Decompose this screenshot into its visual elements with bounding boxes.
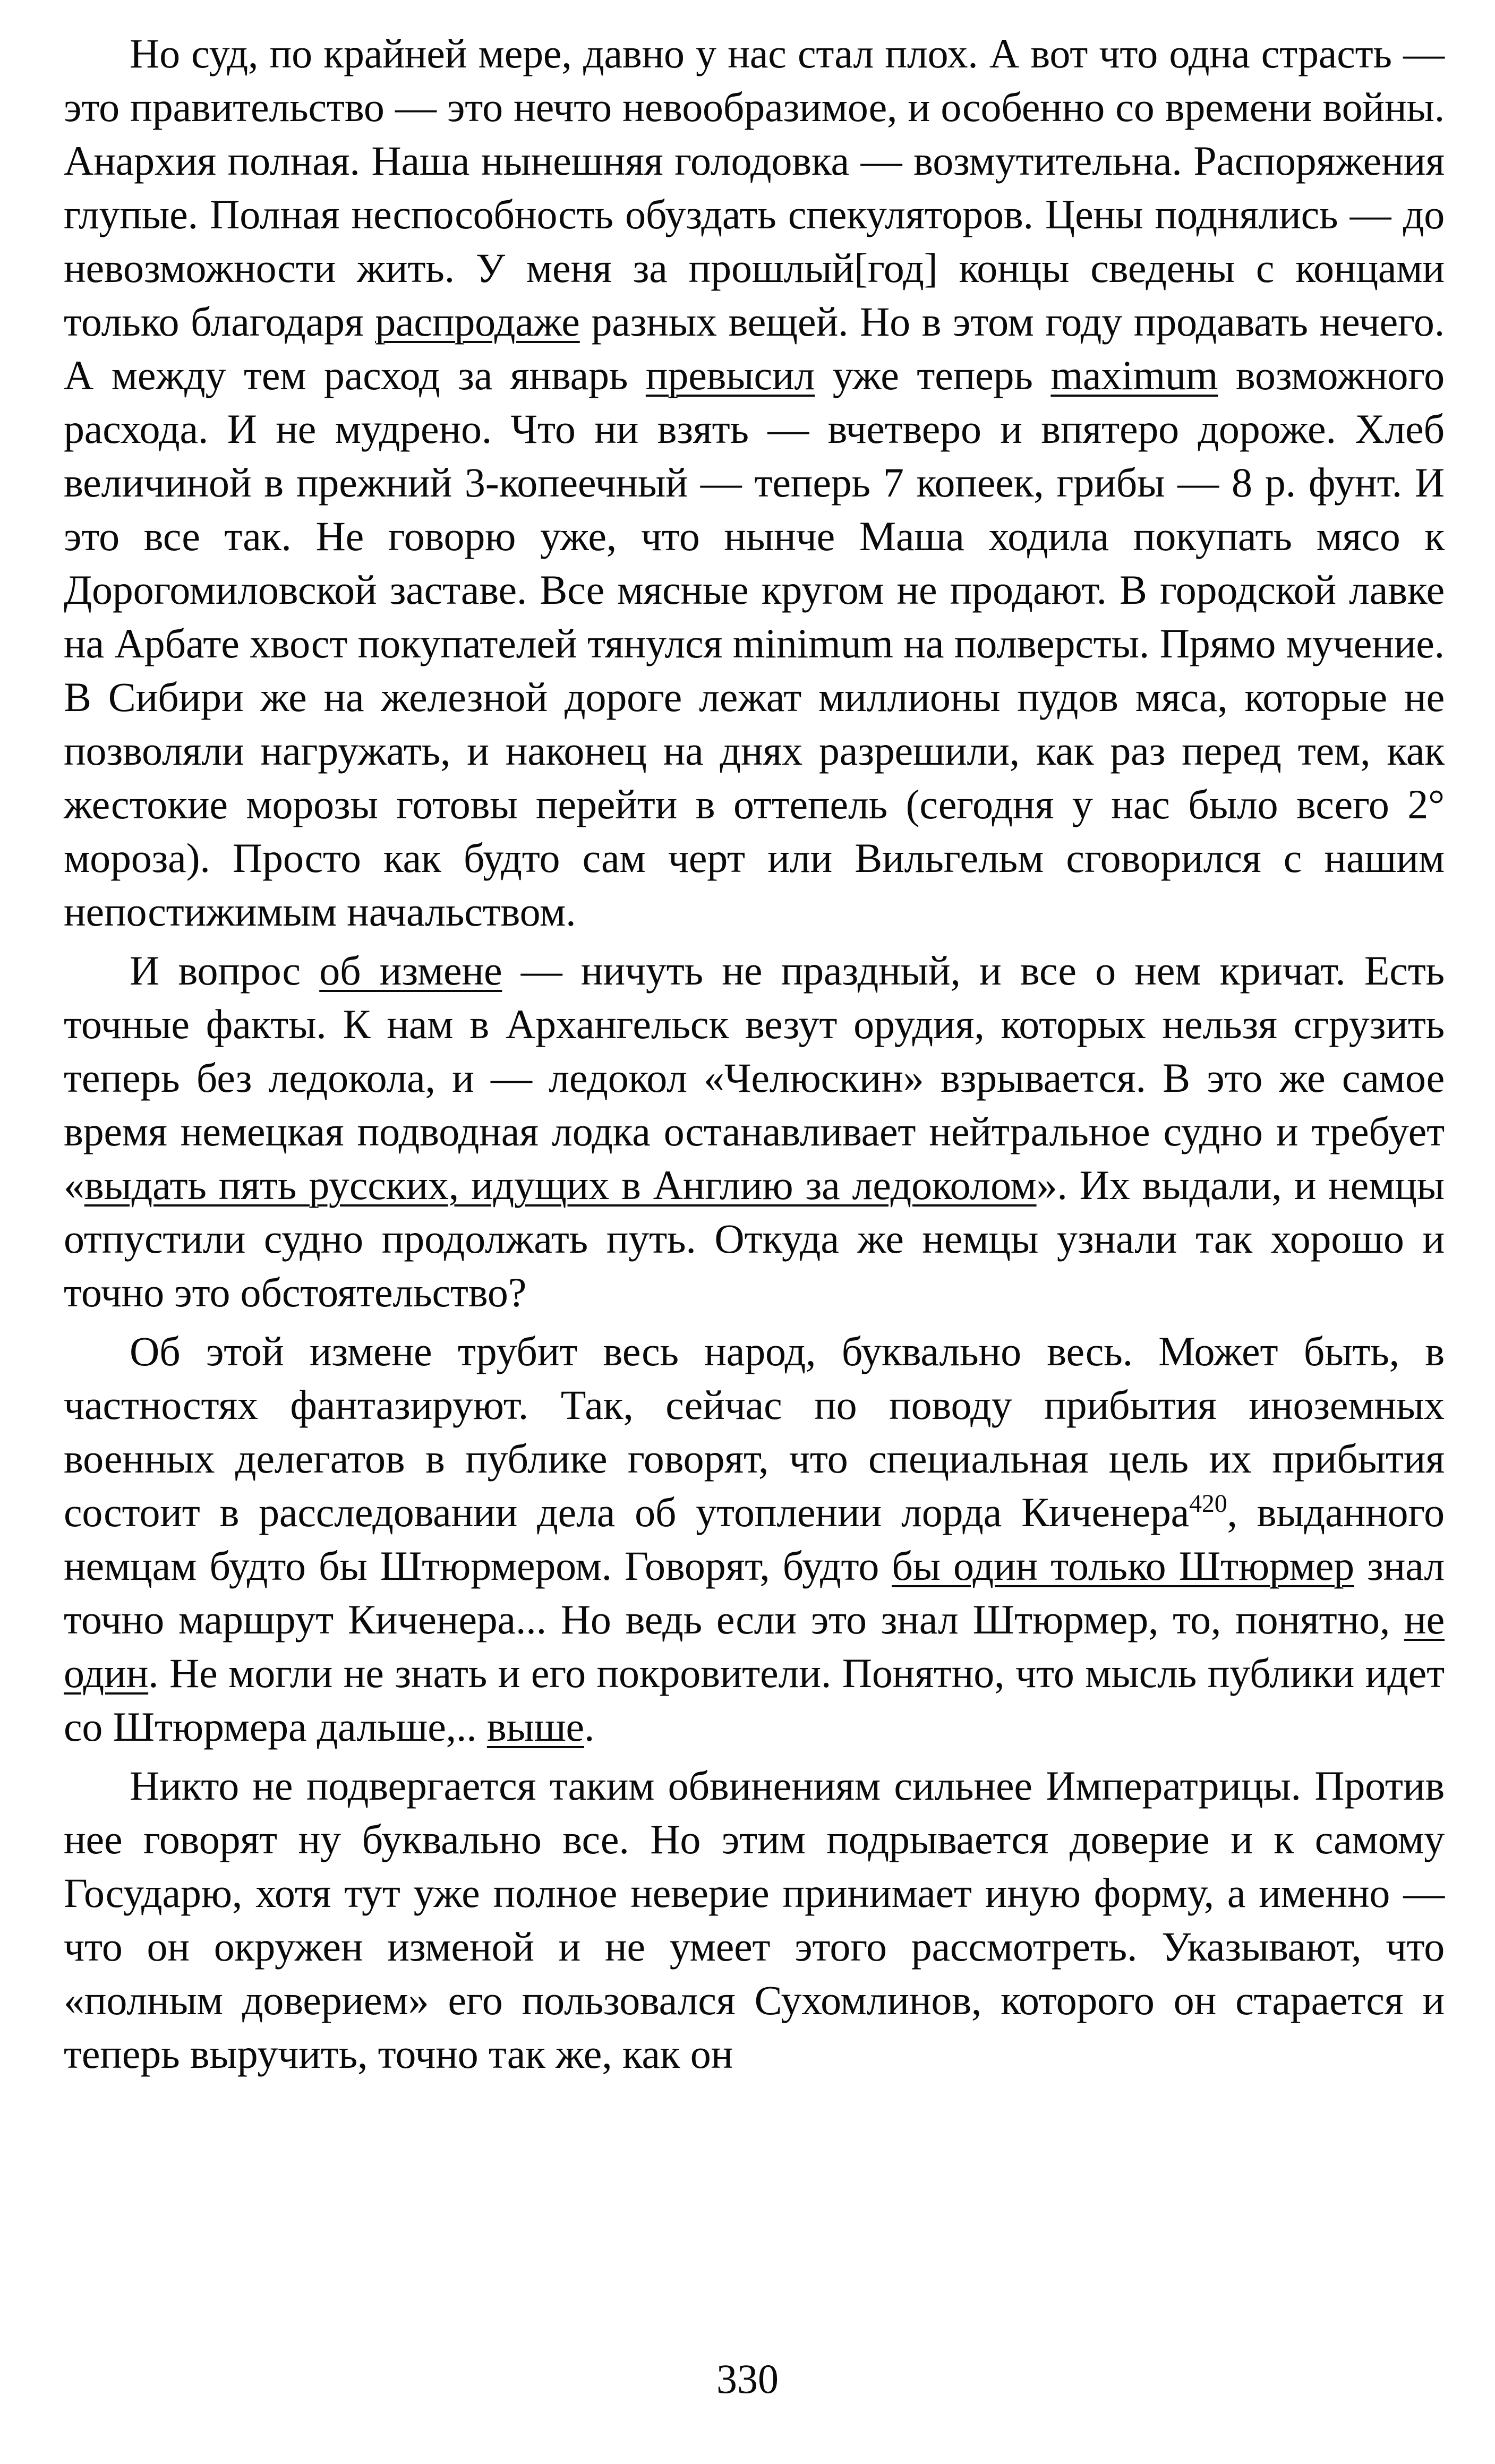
text-run: И вопрос	[130, 947, 320, 994]
page-number: 330	[716, 2356, 779, 2402]
paragraph-3	[64, 1324, 1445, 1753]
paragraph-4	[64, 1759, 1445, 2081]
paragraph-2	[64, 944, 1445, 1319]
text-run: разных вещей. Но в этом году продавать нечего. А между тем расход за январь	[64, 298, 1445, 398]
text-run: ». Их выдали, и немцы отпустили судно продолжать путь. Откуда же немцы узнали так хорошо и точно это обстоятельство?	[64, 1162, 1445, 1315]
underlined-text: maximum	[1050, 352, 1218, 398]
text-run: , выданного немцам будто бы Штюрмером. Говорят, будто	[64, 1489, 1445, 1589]
text-run: .	[584, 1704, 595, 1750]
underlined-text: не один	[64, 1596, 1445, 1696]
text-run: возможного расхода. И не мудрено. Что ни взять — вчетверо и впятеро дороже. Хлеб величиной в прежний 3-копеечный — теперь 7 копеек, грибы — 8 р. фунт. И это все так. Не говорю уже, что нынче Маша ходила покупать мясо к Дорогомиловской заставе. Все мясные кругом не продают. В городской лавке на Арбате хвост покупателей тянулся minimum на полверсты. Прямо мучение. В Сибири же на железной дороге лежат миллионы пудов мяса, которые не позволяли нагружать, и наконец на днях разрешили, как раз перед тем, как жестокие морозы готовы перейти в оттепель (сегодня у нас было всего 2° мороза). Просто как будто сам черт или Вильгельм сговорился с нашим непостижимым начальством.	[64, 352, 1445, 935]
text-run: Никто не подвергается таким обвинениям сильнее Императрицы. Против нее говорят ну буквально все. Но этим подрывается доверие и к самому Государю, хотя тут уже полное неверие принимает иную форму, а именно — что он окружен изменой и не умеет этого рассмотреть. Указывают, что «полным доверием» его пользовался Сухомлинов, которого он старается и теперь выручить, точно так же, как он	[64, 1763, 1445, 2077]
paragraph-1	[64, 27, 1445, 938]
text-run: Но суд, по крайней мере, давно у нас стал плох. А вот что одна страсть — это правительство — это нечто невообразимое, и особенно со времени войны. Анархия полная. Наша нынешняя голодовка — возмутительна. Распоряжения глупые. Полная неспособность обуздать спекуляторов. Цены поднялись — до невозможности жить. У меня за прошлый[год] концы сведены с концами только благодаря	[64, 30, 1445, 345]
text-run: Об этой измене трубит весь народ, буквально весь. Может быть, в частностях фантазируют. Так, сейчас по поводу прибытия иноземных военных делегатов в публике говорят, что специальная цель их прибытия состоит в расследовании дела об утоплении лорда Киченера	[64, 1328, 1445, 1535]
underlined-text: распродаже	[375, 298, 580, 345]
underlined-text: бы один только Штюрмер	[892, 1543, 1354, 1589]
text-run: . Не могли не знать и его покровители. Понятно, что мысль публики идет со Штюрмера дальше,..	[64, 1650, 1445, 1750]
text-run: знал точно маршрут Киченера... Но ведь если это знал Штюрмер, то, понятно,	[64, 1543, 1445, 1642]
footnote-reference: 420	[1189, 1490, 1227, 1518]
text-run: — ничуть не праздный, и все о нем кричат. Есть точные факты. К нам в Архангельск везут орудия, которых нельзя сгрузить теперь без ледокола, и — ледокол «Челюскин» взрывается. В это же самое время немецкая подводная лодка останавливает нейтральное судно и требует «	[64, 947, 1445, 1208]
underlined-text: выдать пять русских, идущих в Англию за ледоколом	[84, 1162, 1037, 1208]
text-column	[64, 27, 1445, 2081]
underlined-text: превысил	[645, 352, 815, 398]
underlined-text: выше	[486, 1704, 584, 1750]
text-run: уже теперь	[815, 352, 1051, 398]
underlined-text: об измене	[319, 947, 502, 994]
